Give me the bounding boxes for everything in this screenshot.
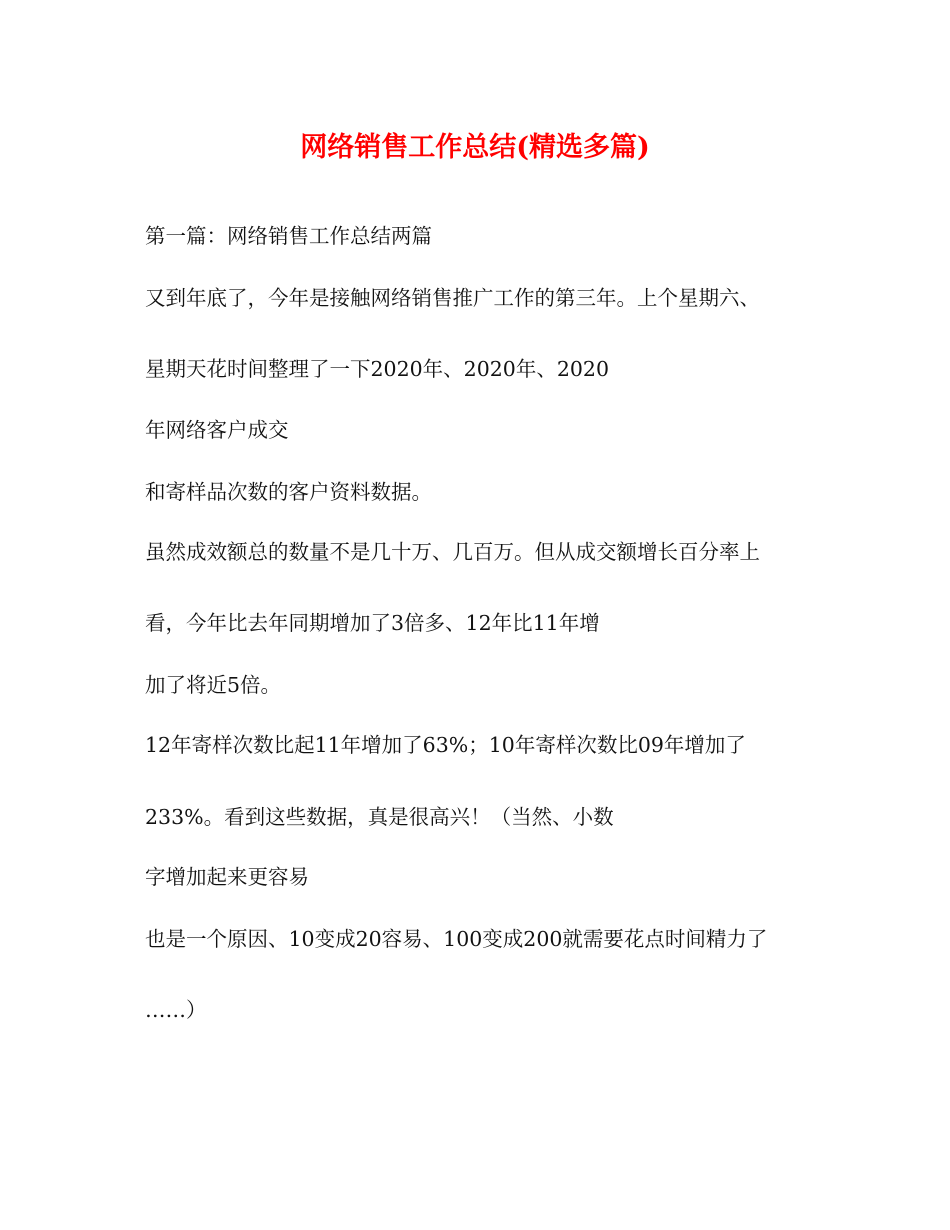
body-line: 12年寄样次数比起11年增加了63%；10年寄样次数比09年增加了 [145,733,746,757]
body-line: 虽然成效额总的数量不是几十万、几百万。但从成交额增长百分率上 [145,540,760,564]
body-line: 字增加起来更容易 [145,865,309,889]
body-line: 看，今年比去年同期增加了3倍多、12年比11年增 [145,611,600,635]
section-heading: 第一篇：网络销售工作总结两篇 [145,224,432,248]
body-line: 也是一个原因、10变成20容易、100变成200就需要花点时间精力了 [145,927,768,951]
body-line: 233%。看到这些数据，真是很高兴！（当然、小数 [145,805,614,829]
body-line: 年网络客户成交 [145,418,289,442]
body-line: 又到年底了，今年是接触网络销售推广工作的第三年。上个星期六、 [145,286,760,310]
body-line: 和寄样品次数的客户资料数据。 [145,480,432,504]
body-line: 加了将近5倍。 [145,673,282,697]
body-line: ……） [145,998,207,1022]
body-line: 星期天花时间整理了一下2020年、2020年、2020 [145,357,610,381]
document-title: 网络销售工作总结(精选多篇) [300,132,650,163]
